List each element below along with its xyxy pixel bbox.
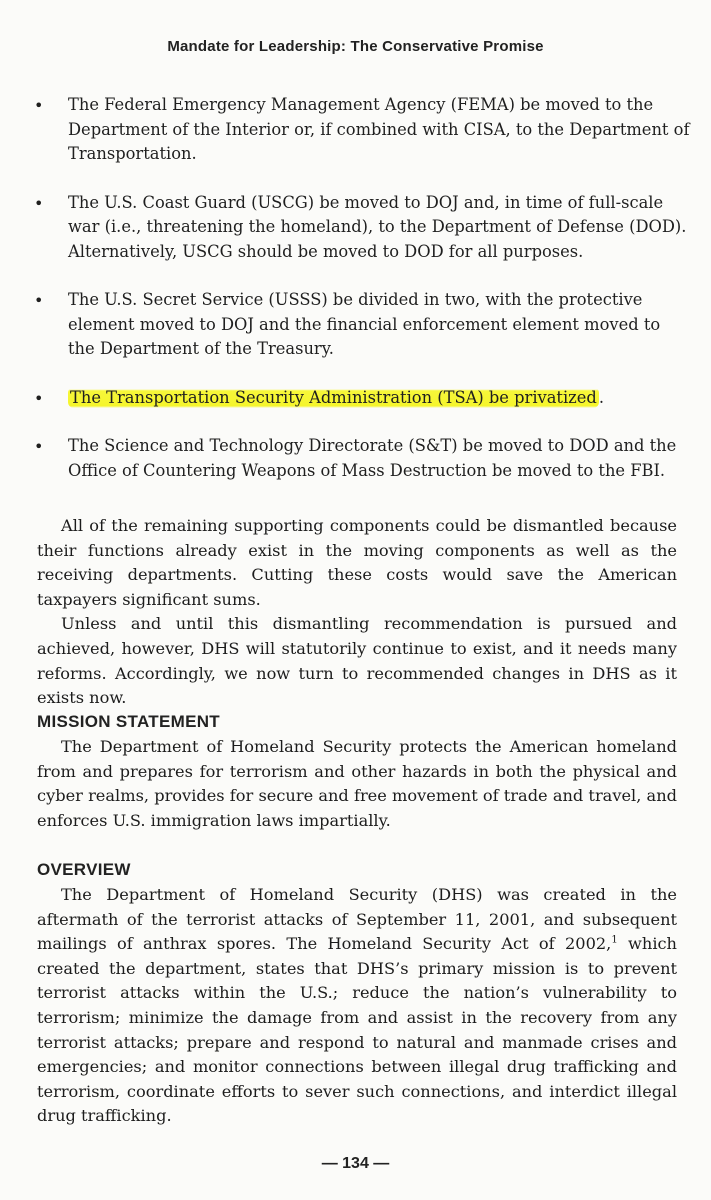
bullet-icon: • <box>34 193 44 213</box>
page-number: — 134 — <box>321 1155 390 1172</box>
running-title: Mandate for Leadership: The Conservative Promise <box>167 38 544 55</box>
bullet-text: The U.S. Coast Guard (USCG) be moved to DOJ and, in time of full-scale war (i.e., threatening the homeland), to the Department of Defense (DOD). Alternatively, USCG should be moved to DOD for all purposes. <box>68 192 687 261</box>
mission-heading: MISSION STATEMENT <box>37 712 220 731</box>
bullet-trailing-punctuation: . <box>598 387 605 407</box>
bullet-icon: • <box>34 437 44 456</box>
mission-paragraph: The Department of Homeland Security protects the American homeland from and prepares for terrorism and other hazards in both the physical and cyber realms, provides for secure and free movement of trade and travel, and enforces U.S. immigration laws impartially. <box>37 737 677 830</box>
recommendation-list <box>30 93 690 507</box>
mission-section <box>37 735 677 833</box>
body-paragraph: All of the remaining supporting components could be dismantled because their functions already exist in the moving components as well as the receiving departments. Cutting these costs would save the American taxpayers significant sums. <box>37 516 677 609</box>
list-item-highlighted <box>30 386 690 411</box>
list-item <box>30 288 690 362</box>
overview-text-part: which created the department, states that DHS’s primary mission is to prevent terrorist attacks within the U.S.; reduce the nation’s vulnerability to terrorism; minimize the damage from and assist in the recovery from any terrorist attacks; prepare and respond to natural and manmade crises and emergencies; and monitor connections between illegal drug trafficking and terrorism, coordinate efforts to sever such connections, and interdict illegal drug trafficking. <box>37 934 677 1126</box>
list-item <box>30 191 690 265</box>
overview-heading: OVERVIEW <box>37 860 131 879</box>
bullet-icon: • <box>34 388 44 408</box>
body-section <box>37 514 677 711</box>
highlighted-text: The Transportation Security Administration (TSA) be privatized <box>70 387 597 407</box>
list-item <box>30 434 690 483</box>
list-item <box>30 93 690 167</box>
footnote-marker[interactable]: 1 <box>611 934 618 946</box>
overview-text-part: The Department of Homeland Security (DHS) was created in the aftermath of the terrorist attacks of September 11, 2001, and subsequent mailings of anthrax spores. The Homeland Security Act of 2002, <box>37 885 677 954</box>
overview-section <box>37 883 677 1129</box>
body-paragraph: Unless and until this dismantling recommendation is pursued and achieved, however, DHS will statutorily continue to exist, and it needs many reforms. Accordingly, we now turn to recommended changes in DHS as it exists now. <box>37 614 677 708</box>
overview-paragraph <box>37 883 677 1129</box>
bullet-icon: • <box>34 291 44 310</box>
bullet-text: The Science and Technology Directorate (S&T) be moved to DOD and the Office of Countering Weapons of Mass Destruction be moved to the FBI. <box>68 436 677 480</box>
bullet-icon: • <box>34 96 44 115</box>
bullet-text: The U.S. Secret Service (USSS) be divided in two, with the protective element moved to DOJ and the financial enforcement element moved to the Department of the Treasury. <box>68 290 661 358</box>
bullet-text: The Federal Emergency Management Agency (FEMA) be moved to the Department of the Interior or, if combined with CISA, to the Department of Transportation. <box>68 95 690 163</box>
